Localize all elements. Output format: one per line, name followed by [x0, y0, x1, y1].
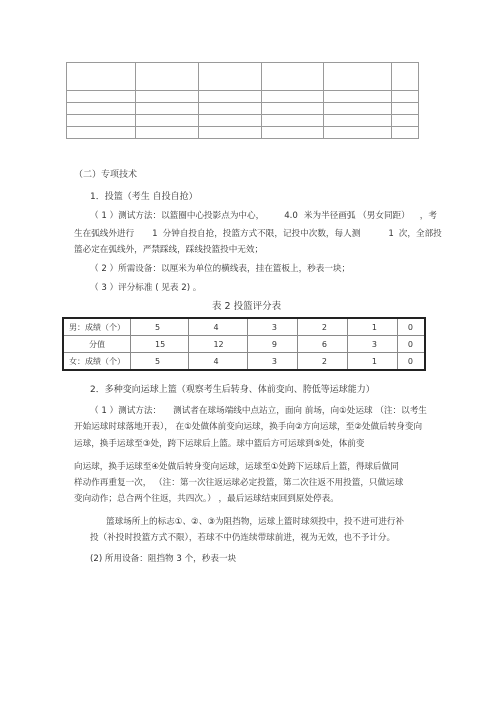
item1-line2	[74, 228, 442, 240]
item1-heading: 1．投篮（考生 自投自抢）	[90, 192, 198, 202]
item1-criteria: （ 3 ）评分标准 ( 见表 2) 。	[90, 283, 202, 293]
row-label: 女：成绩（个）	[63, 353, 131, 371]
table-cell: 0	[397, 318, 425, 336]
item2-p1-line1	[90, 405, 427, 417]
table-cell: 1	[347, 318, 397, 336]
table-row	[63, 336, 425, 353]
table-cell: 15	[131, 336, 189, 353]
item2-p1-line4: 向运球，换手运球至④处做后转身变向运球，运球至①处跨下运球后上篮，得球后做同	[74, 462, 399, 472]
table-cell: 5	[131, 353, 189, 371]
item2-p1-line5: 样动作再重复一次， （注：第一次往返运球必定投篮，第二次往返不用投篮，只做运球	[74, 478, 404, 488]
item1-method-line	[90, 210, 437, 222]
item2-equipment: (2) 所用设备：阻挡物 3 个，秒表一块	[90, 554, 237, 564]
table-row	[63, 318, 425, 336]
line2-start: 生在弧线外进行	[74, 229, 135, 239]
method-label: （ 1 ）测试方法：以篮圈中心投影点为中心，	[90, 211, 265, 221]
method-mid: 米为半径画弧 （男女同距）	[303, 211, 410, 221]
item1-line3: 篮必定在弧线外，严禁踩线，踩线投篮投中无效；	[74, 245, 264, 255]
table-cell: 2	[297, 353, 347, 371]
table-row	[67, 63, 419, 91]
table-row	[67, 103, 419, 115]
table-cell: 12	[189, 336, 247, 353]
table-cell: 4	[189, 353, 247, 371]
table-row	[63, 353, 425, 371]
table-row	[67, 115, 419, 127]
line2-minute: 1	[152, 229, 158, 239]
item2-p1-line6: 变向动作；总合两个往返，共四次。） ，最后运球结束回到原处停表。	[74, 494, 339, 504]
method-end: ，考	[419, 211, 437, 221]
table-cell: 4	[189, 318, 247, 336]
table-cell: 1	[347, 353, 397, 371]
table-cell: 0	[397, 353, 425, 371]
item2-p1-line3: 运球，换手运球至③处，跨下运球后上篮。球中篮后方可运球到⑤处，体前变	[74, 439, 365, 449]
table-cell: 3	[247, 318, 297, 336]
table-cell: 6	[297, 336, 347, 353]
item2-p2-line1: 篮球场所上的标志①、②、③为阻挡物，运球上篮时球须投中，投不进可进行补	[106, 517, 405, 527]
method-radius: 4.0	[284, 211, 298, 221]
line2-mid: 分钟自投自抢，投篮方式不限，记投中次数，每人测	[162, 229, 361, 239]
section-title: （二）专项技术	[74, 170, 138, 180]
table-cell: 2	[297, 318, 347, 336]
table-row	[67, 91, 419, 103]
table2-caption: 表 2 投篮评分表	[212, 301, 282, 312]
item2-heading: 2．多种变向运球上篮（观察考生后转身、体前变向、胯低等运球能力）	[90, 385, 375, 395]
table-row	[67, 127, 419, 139]
table-cell: 3	[247, 353, 297, 371]
top-empty-table	[66, 62, 419, 139]
p1-l1-start: （ 1 ）测试方法：	[90, 406, 162, 416]
row-label: 男：成绩（个）	[63, 318, 131, 336]
p1-l1-end: 测试者在球场端线中点站立，面向 前场，向①处运球 （注：以考生	[173, 406, 427, 416]
item1-equipment: （ 2 ）所需设备：以厘米为单位的横线表，挂在篮板上，秒表一块；	[90, 264, 351, 274]
table-cell: 0	[397, 336, 425, 353]
item2-p2-line2: 投（补投时投篮方式不限），若球不中仍连续带球前进，视为无效，也不予计分。	[90, 533, 396, 543]
row-label: 分值	[63, 336, 131, 353]
shooting-score-table	[62, 317, 426, 371]
table-cell: 9	[247, 336, 297, 353]
line2-end: 次，全部投	[398, 229, 442, 239]
item2-p1-line2: 开始运球时球落地开表）， 在①处做体前变向运球，换手向②方向运球，至②处做后转身变向	[74, 422, 423, 432]
table-cell: 3	[347, 336, 397, 353]
table-cell: 5	[131, 318, 189, 336]
line2-times: 1	[388, 229, 394, 239]
